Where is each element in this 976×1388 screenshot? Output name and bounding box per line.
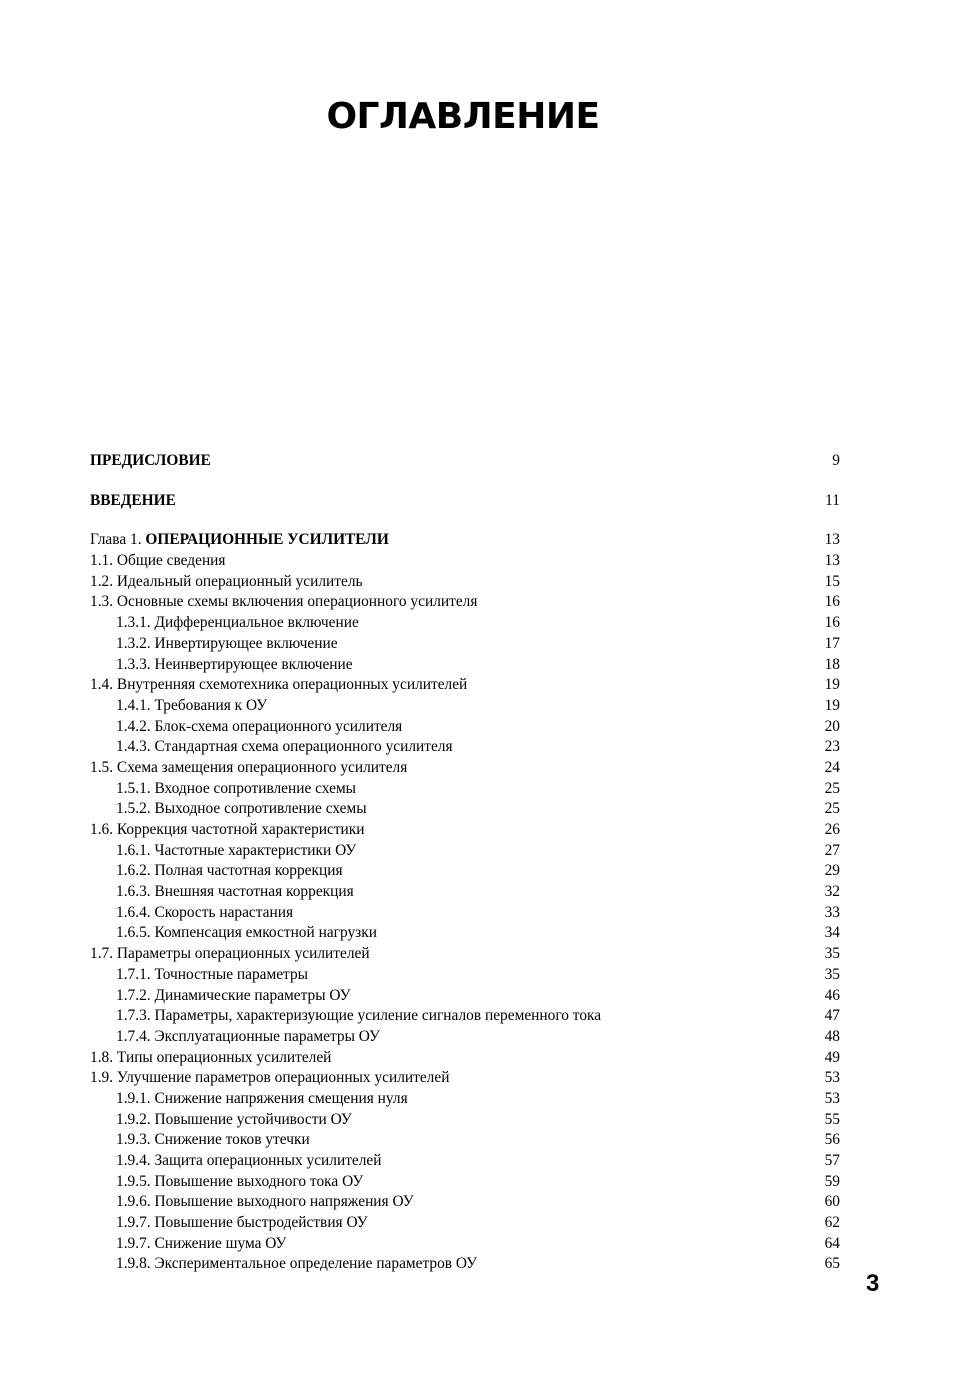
- toc-entry-title: [116, 986, 351, 1007]
- toc-entry-title: [116, 903, 293, 924]
- toc-entry-page: 11: [825, 491, 840, 509]
- toc-entry-title: [90, 592, 477, 613]
- toc-entry: [90, 737, 840, 758]
- toc-entry-text: 1.9.7. Снижение шума ОУ: [116, 1234, 287, 1252]
- toc-entry-page: 26: [824, 821, 840, 838]
- toc-entry-title: [90, 572, 363, 593]
- toc-entry-title: [116, 1151, 382, 1172]
- toc-entry-page: 13: [824, 552, 840, 570]
- toc-entry: [90, 717, 840, 738]
- toc-entry: [90, 820, 840, 841]
- toc-entry-title: [116, 1089, 408, 1110]
- toc-entry: [90, 572, 840, 593]
- toc-entry-title: [90, 944, 370, 965]
- toc-entry-title: [116, 1254, 477, 1275]
- toc-entry-text: 1.7.2. Динамические параметры ОУ: [116, 986, 351, 1004]
- toc-entry-page: 18: [824, 655, 840, 673]
- toc-entry-page: 62: [824, 1214, 840, 1232]
- toc-entry-page: 64: [824, 1234, 840, 1252]
- toc-entry-text: 1.4.2. Блок-схема операционного усилителя: [116, 717, 403, 735]
- toc-entry-text: 1.6.1. Частотные характеристики ОУ: [116, 841, 357, 859]
- toc-entry-text: 1.9.3. Снижение токов утечки: [116, 1131, 310, 1149]
- toc-entry-page: 34: [824, 924, 840, 942]
- toc-entry: [90, 758, 840, 779]
- toc-entry-page: 19: [824, 696, 840, 714]
- toc-entry-title: [116, 1213, 368, 1234]
- toc-entry: [90, 841, 840, 862]
- toc-entry-text: 1.5.2. Выходное сопротивление схемы: [116, 800, 367, 818]
- toc-entry-page: 25: [824, 779, 840, 797]
- toc-entry-title: [116, 717, 402, 738]
- toc-entry-page: 20: [824, 717, 840, 735]
- toc-entry-page: 23: [824, 738, 840, 756]
- toc-entry-page: 59: [824, 1172, 840, 1190]
- toc-entry-title: [116, 696, 267, 717]
- toc-entry: [90, 923, 840, 944]
- table-of-contents: [90, 451, 840, 1275]
- toc-entry-text: 1.4.3. Стандартная схема операционного усилителя: [116, 738, 453, 756]
- toc-entry-text: 1.6. Коррекция частотной характеристики: [90, 821, 365, 838]
- toc-entry-text: 1.1. Общие сведения: [90, 552, 226, 570]
- toc-entry-page: 13: [824, 531, 840, 549]
- toc-entry: [90, 655, 840, 676]
- toc-entry: [90, 530, 840, 551]
- toc-entry-title: [90, 551, 226, 572]
- toc-entry-title: [116, 613, 359, 634]
- toc-entry-text: 1.2. Идеальный операционный усилитель: [90, 572, 363, 590]
- toc-entry: [90, 1130, 840, 1151]
- toc-entry-page: 17: [824, 634, 840, 652]
- toc-entry-text: ВВЕДЕНИЕ: [90, 491, 176, 509]
- toc-entry: [90, 613, 840, 634]
- toc-entry-page: 56: [824, 1131, 840, 1149]
- toc-entry: [90, 1110, 840, 1131]
- toc-entry-title: [116, 1006, 601, 1027]
- toc-entry: [90, 491, 840, 512]
- toc-entry: [90, 1068, 840, 1089]
- toc-entry-page: 46: [824, 986, 840, 1004]
- toc-entry: [90, 1027, 840, 1048]
- toc-entry-title: [116, 634, 338, 655]
- toc-entry-title: [116, 965, 308, 986]
- toc-entry-text: 1.9. Улучшение параметров операционных усилителей: [90, 1069, 450, 1087]
- toc-entry: [90, 1213, 840, 1234]
- toc-entry: [90, 634, 840, 655]
- toc-entry-page: 49: [824, 1048, 840, 1066]
- toc-entry: [90, 1048, 840, 1069]
- toc-entry: [90, 1151, 840, 1172]
- toc-entry-text: 1.6.2. Полная частотная коррекция: [116, 862, 343, 880]
- toc-entry-text: ПРЕДИСЛОВИЕ: [90, 452, 211, 469]
- toc-entry-title: [90, 530, 389, 551]
- toc-entry-text: 1.8. Типы операционных усилителей: [90, 1048, 332, 1066]
- toc-entry-title: [116, 779, 356, 800]
- toc-entry-title: [116, 1234, 286, 1255]
- toc-entry: [90, 1089, 840, 1110]
- toc-entry: [90, 1172, 840, 1193]
- toc-entry-page: 9: [832, 452, 840, 469]
- toc-entry: [90, 1234, 840, 1255]
- toc-entry-page: 29: [824, 862, 840, 880]
- toc-entry-text: 1.6.3. Внешняя частотная коррекция: [116, 883, 354, 901]
- toc-entry-title: [90, 1048, 331, 1069]
- toc-entry-text: 1.9.6. Повышение выходного напряжения ОУ: [116, 1193, 414, 1211]
- toc-entry: [90, 1006, 840, 1027]
- toc-entry-page: 60: [824, 1193, 840, 1211]
- toc-entry-title: [116, 882, 354, 903]
- toc-entry-title: [116, 861, 343, 882]
- toc-entry-title: [116, 737, 453, 758]
- toc-entry: [90, 675, 840, 696]
- toc-entry: [90, 1254, 840, 1275]
- toc-entry-page: 47: [824, 1007, 840, 1025]
- page-number: 3: [866, 1270, 880, 1297]
- toc-entry-title: [90, 675, 467, 696]
- toc-entry-title: [116, 1110, 352, 1131]
- toc-entry-text: 1.4. Внутренняя схемотехника операционных усилителей: [90, 676, 468, 694]
- toc-entry-text: 1.7.4. Эксплуатационные параметры ОУ: [116, 1027, 380, 1045]
- toc-entry-title: [90, 820, 365, 841]
- toc-entry-prefix: Глава 1.: [90, 531, 146, 549]
- toc-entry: [90, 882, 840, 903]
- toc-entry: [90, 1192, 840, 1213]
- toc-entry-page: 15: [824, 572, 840, 590]
- toc-entry: [90, 986, 840, 1007]
- toc-entry-page: 24: [824, 758, 840, 776]
- toc-entry-text: 1.9.8. Экспериментальное определение параметров ОУ: [116, 1255, 478, 1273]
- toc-entry-title: [90, 1068, 449, 1089]
- toc-entry-page: 16: [824, 614, 840, 632]
- toc-entry-text: 1.7.3. Параметры, характеризующие усиление сигналов переменного тока: [116, 1007, 602, 1025]
- toc-entry-page: 32: [824, 883, 840, 901]
- toc-entry-page: 33: [824, 903, 840, 921]
- toc-entry-text: 1.4.1. Требования к ОУ: [116, 696, 268, 714]
- toc-entry-text: 1.9.5. Повышение выходного тока ОУ: [116, 1172, 364, 1190]
- page-title: ОГЛАВЛЕНИЕ: [326, 96, 600, 137]
- toc-entry-text: 1.5.1. Входное сопротивление схемы: [116, 779, 357, 797]
- toc-entry-title: [90, 758, 407, 779]
- toc-entry-text: 1.7.1. Точностные параметры: [116, 965, 308, 983]
- toc-entry-title: [116, 1027, 380, 1048]
- toc-entry: [90, 799, 840, 820]
- toc-entry: [90, 903, 840, 924]
- toc-entry-page: 27: [824, 841, 840, 859]
- toc-entry: [90, 592, 840, 613]
- toc-entry-title: [116, 1192, 414, 1213]
- toc-entry-text: 1.3. Основные схемы включения операционного усилителя: [90, 593, 478, 611]
- toc-entry-text: 1.3.3. Неинвертирующее включение: [116, 655, 353, 673]
- toc-entry-text: 1.9.4. Защита операционных усилителей: [116, 1152, 382, 1169]
- toc-entry-page: 53: [824, 1069, 840, 1087]
- toc-entry: [90, 779, 840, 800]
- toc-entry-page: 16: [824, 593, 840, 611]
- toc-entry-text: 1.6.5. Компенсация емкостной нагрузки: [116, 924, 377, 942]
- toc-entry: [90, 965, 840, 986]
- toc-entry-text: 1.9.1. Снижение напряжения смещения нуля: [116, 1089, 408, 1107]
- toc-entry-title: [90, 491, 176, 512]
- toc-entry: [90, 696, 840, 717]
- toc-entry-page: 57: [824, 1152, 840, 1169]
- toc-entry-title: [116, 1172, 363, 1193]
- toc-entry-page: 35: [824, 965, 840, 983]
- toc-entry-page: 19: [824, 676, 840, 694]
- toc-entry-page: 48: [824, 1027, 840, 1045]
- toc-entry-text: 1.3.2. Инвертирующее включение: [116, 634, 338, 652]
- toc-entry-page: 35: [824, 945, 840, 963]
- toc-entry-title: [116, 655, 353, 676]
- toc-entry-title: [116, 1130, 310, 1151]
- toc-entry: [90, 861, 840, 882]
- toc-entry-page: 55: [824, 1110, 840, 1128]
- toc-entry-text: 1.6.4. Скорость нарастания: [116, 903, 294, 921]
- toc-entry: [90, 451, 840, 472]
- toc-entry-text: 1.5. Схема замещения операционного усилителя: [90, 758, 408, 776]
- toc-entry-page: 53: [824, 1089, 840, 1107]
- toc-entry-title: [90, 451, 211, 472]
- toc-entry-title: [116, 841, 356, 862]
- toc-entry: [90, 944, 840, 965]
- toc-entry: [90, 551, 840, 572]
- toc-entry-title: [116, 799, 367, 820]
- toc-entry-text: 1.9.7. Повышение быстродействия ОУ: [116, 1214, 368, 1232]
- toc-entry-text: 1.9.2. Повышение устойчивости ОУ: [116, 1110, 352, 1128]
- toc-entry-page: 25: [824, 800, 840, 818]
- toc-entry-page: 65: [824, 1255, 840, 1273]
- toc-entry-text: 1.7. Параметры операционных усилителей: [90, 945, 370, 963]
- toc-entry-text: ОПЕРАЦИОННЫЕ УСИЛИТЕЛИ: [145, 531, 389, 549]
- toc-entry-title: [116, 923, 377, 944]
- toc-entry-text: 1.3.1. Дифференциальное включение: [116, 614, 359, 632]
